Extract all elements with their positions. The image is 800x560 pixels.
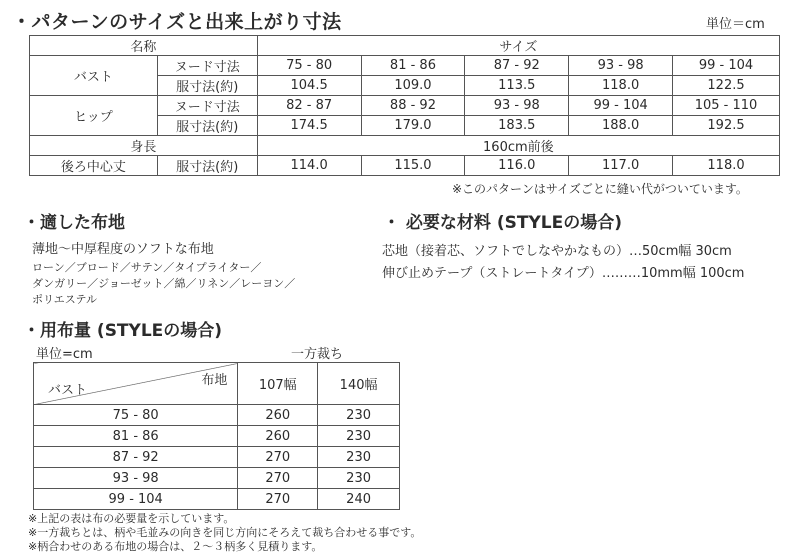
yardage-value-cell: 230 [318,426,400,447]
yardage-corner-cell [34,363,238,405]
corner-fabric-label: 布地 [201,373,228,388]
hip-nude-label: ヌード寸法 [157,96,257,116]
size-section-title: ・パターンのサイズと出来上がり寸法 [12,11,342,33]
materials-item: 芯地（接着芯、ソフトでしなやかなもの）…50cm幅 30cm [382,244,732,259]
fabric-section-title: ・適した布地 [23,213,125,233]
hip-nude-cell: 88 - 92 [361,96,465,116]
bust-label: バスト [30,56,158,96]
hip-nude-cell: 82 - 87 [257,96,361,116]
size-table [29,35,780,176]
seam-allowance-note: ※このパターンはサイズごとに縫い代がついています。 [452,182,748,196]
fabric-list-line: ポリエステル [32,293,98,306]
yardage-row [34,405,400,426]
yardage-bust-cell: 87 - 92 [34,447,238,468]
bust-nude-cell: 99 - 104 [673,56,780,76]
yardage-value-cell: 230 [318,447,400,468]
yardage-bust-cell: 81 - 86 [34,426,238,447]
hip-garment-cell: 188.0 [569,116,673,136]
height-value: 160cm前後 [257,136,779,156]
hip-nude-row [30,96,780,116]
yardage-value-cell: 230 [318,468,400,489]
yardage-value-cell: 270 [238,468,318,489]
hip-nude-cell: 105 - 110 [673,96,780,116]
header-sizes: サイズ [257,36,779,56]
back-length-cell: 117.0 [569,156,673,176]
yardage-bust-cell: 99 - 104 [34,489,238,510]
yardage-header-row [34,363,400,405]
yardage-note: ※一方裁ちとは、柄や毛並みの向きを同じ方向にそろえて裁ち合わせる事です。 [28,526,422,539]
yardage-section-title: ・用布量 (STYLEの場合) [23,321,223,341]
back-length-row [30,156,780,176]
yardage-bust-cell: 93 - 98 [34,468,238,489]
bust-nude-label: ヌード寸法 [157,56,257,76]
bust-garment-cell: 104.5 [257,76,361,96]
hip-garment-cell: 179.0 [361,116,465,136]
hip-nude-cell: 93 - 98 [465,96,569,116]
header-name: 名称 [30,36,258,56]
yardage-note: ※上記の表は布の必要量を示しています。 [28,512,235,525]
materials-section-title: ・ 必要な材料 (STYLEの場合) [383,213,622,233]
bust-nude-cell: 93 - 98 [569,56,673,76]
hip-label: ヒップ [30,96,158,136]
yardage-value-cell: 270 [238,447,318,468]
yardage-row [34,447,400,468]
bust-nude-row [30,56,780,76]
bust-garment-cell: 122.5 [673,76,780,96]
bust-nude-cell: 81 - 86 [361,56,465,76]
back-length-label: 後ろ中心丈 [30,156,158,176]
yardage-row [34,426,400,447]
bust-nude-cell: 87 - 92 [465,56,569,76]
bust-garment-label: 服寸法(約) [157,76,257,96]
hip-garment-cell: 192.5 [673,116,780,136]
bust-garment-cell: 109.0 [361,76,465,96]
yardage-value-cell: 260 [238,426,318,447]
back-length-cell: 118.0 [673,156,780,176]
back-length-cell: 116.0 [465,156,569,176]
back-length-cell: 115.0 [361,156,465,176]
bust-nude-cell: 75 - 80 [257,56,361,76]
yardage-value-cell: 270 [238,489,318,510]
yardage-value-cell: 240 [318,489,400,510]
yardage-value-cell: 230 [318,405,400,426]
hip-garment-cell: 174.5 [257,116,361,136]
cutting-direction-label: 一方裁ち [291,347,344,362]
bust-garment-cell: 118.0 [569,76,673,96]
bust-garment-cell: 113.5 [465,76,569,96]
width-header: 107幅 [238,363,318,405]
size-unit-label: 単位＝cm [706,17,765,32]
hip-nude-cell: 99 - 104 [569,96,673,116]
height-label: 身長 [30,136,258,156]
back-garment-label: 服寸法(約) [157,156,257,176]
width-header: 140幅 [318,363,400,405]
height-row [30,136,780,156]
yardage-bust-cell: 75 - 80 [34,405,238,426]
fabric-list-line: ローン／ブロード／サテン／タイプライター／ [32,261,262,274]
yardage-row [34,468,400,489]
fabric-lead: 薄地〜中厚程度のソフトな布地 [32,242,214,257]
yardage-table [33,362,400,510]
yardage-note: ※柄合わせのある布地の場合は、２〜３柄多く見積ります。 [28,540,323,553]
hip-garment-cell: 183.5 [465,116,569,136]
corner-bust-label: バスト [48,383,88,398]
hip-garment-label: 服寸法(約) [157,116,257,136]
materials-item: 伸び止めテープ（ストレートタイプ）………10mm幅 100cm [382,266,745,281]
yardage-unit-label: 単位=cm [36,347,93,362]
size-table-header-row [30,36,780,56]
yardage-row [34,489,400,510]
back-length-cell: 114.0 [257,156,361,176]
yardage-value-cell: 260 [238,405,318,426]
fabric-list-line: ダンガリー／ジョーゼット／綿／リネン／レーヨン／ [32,277,296,290]
